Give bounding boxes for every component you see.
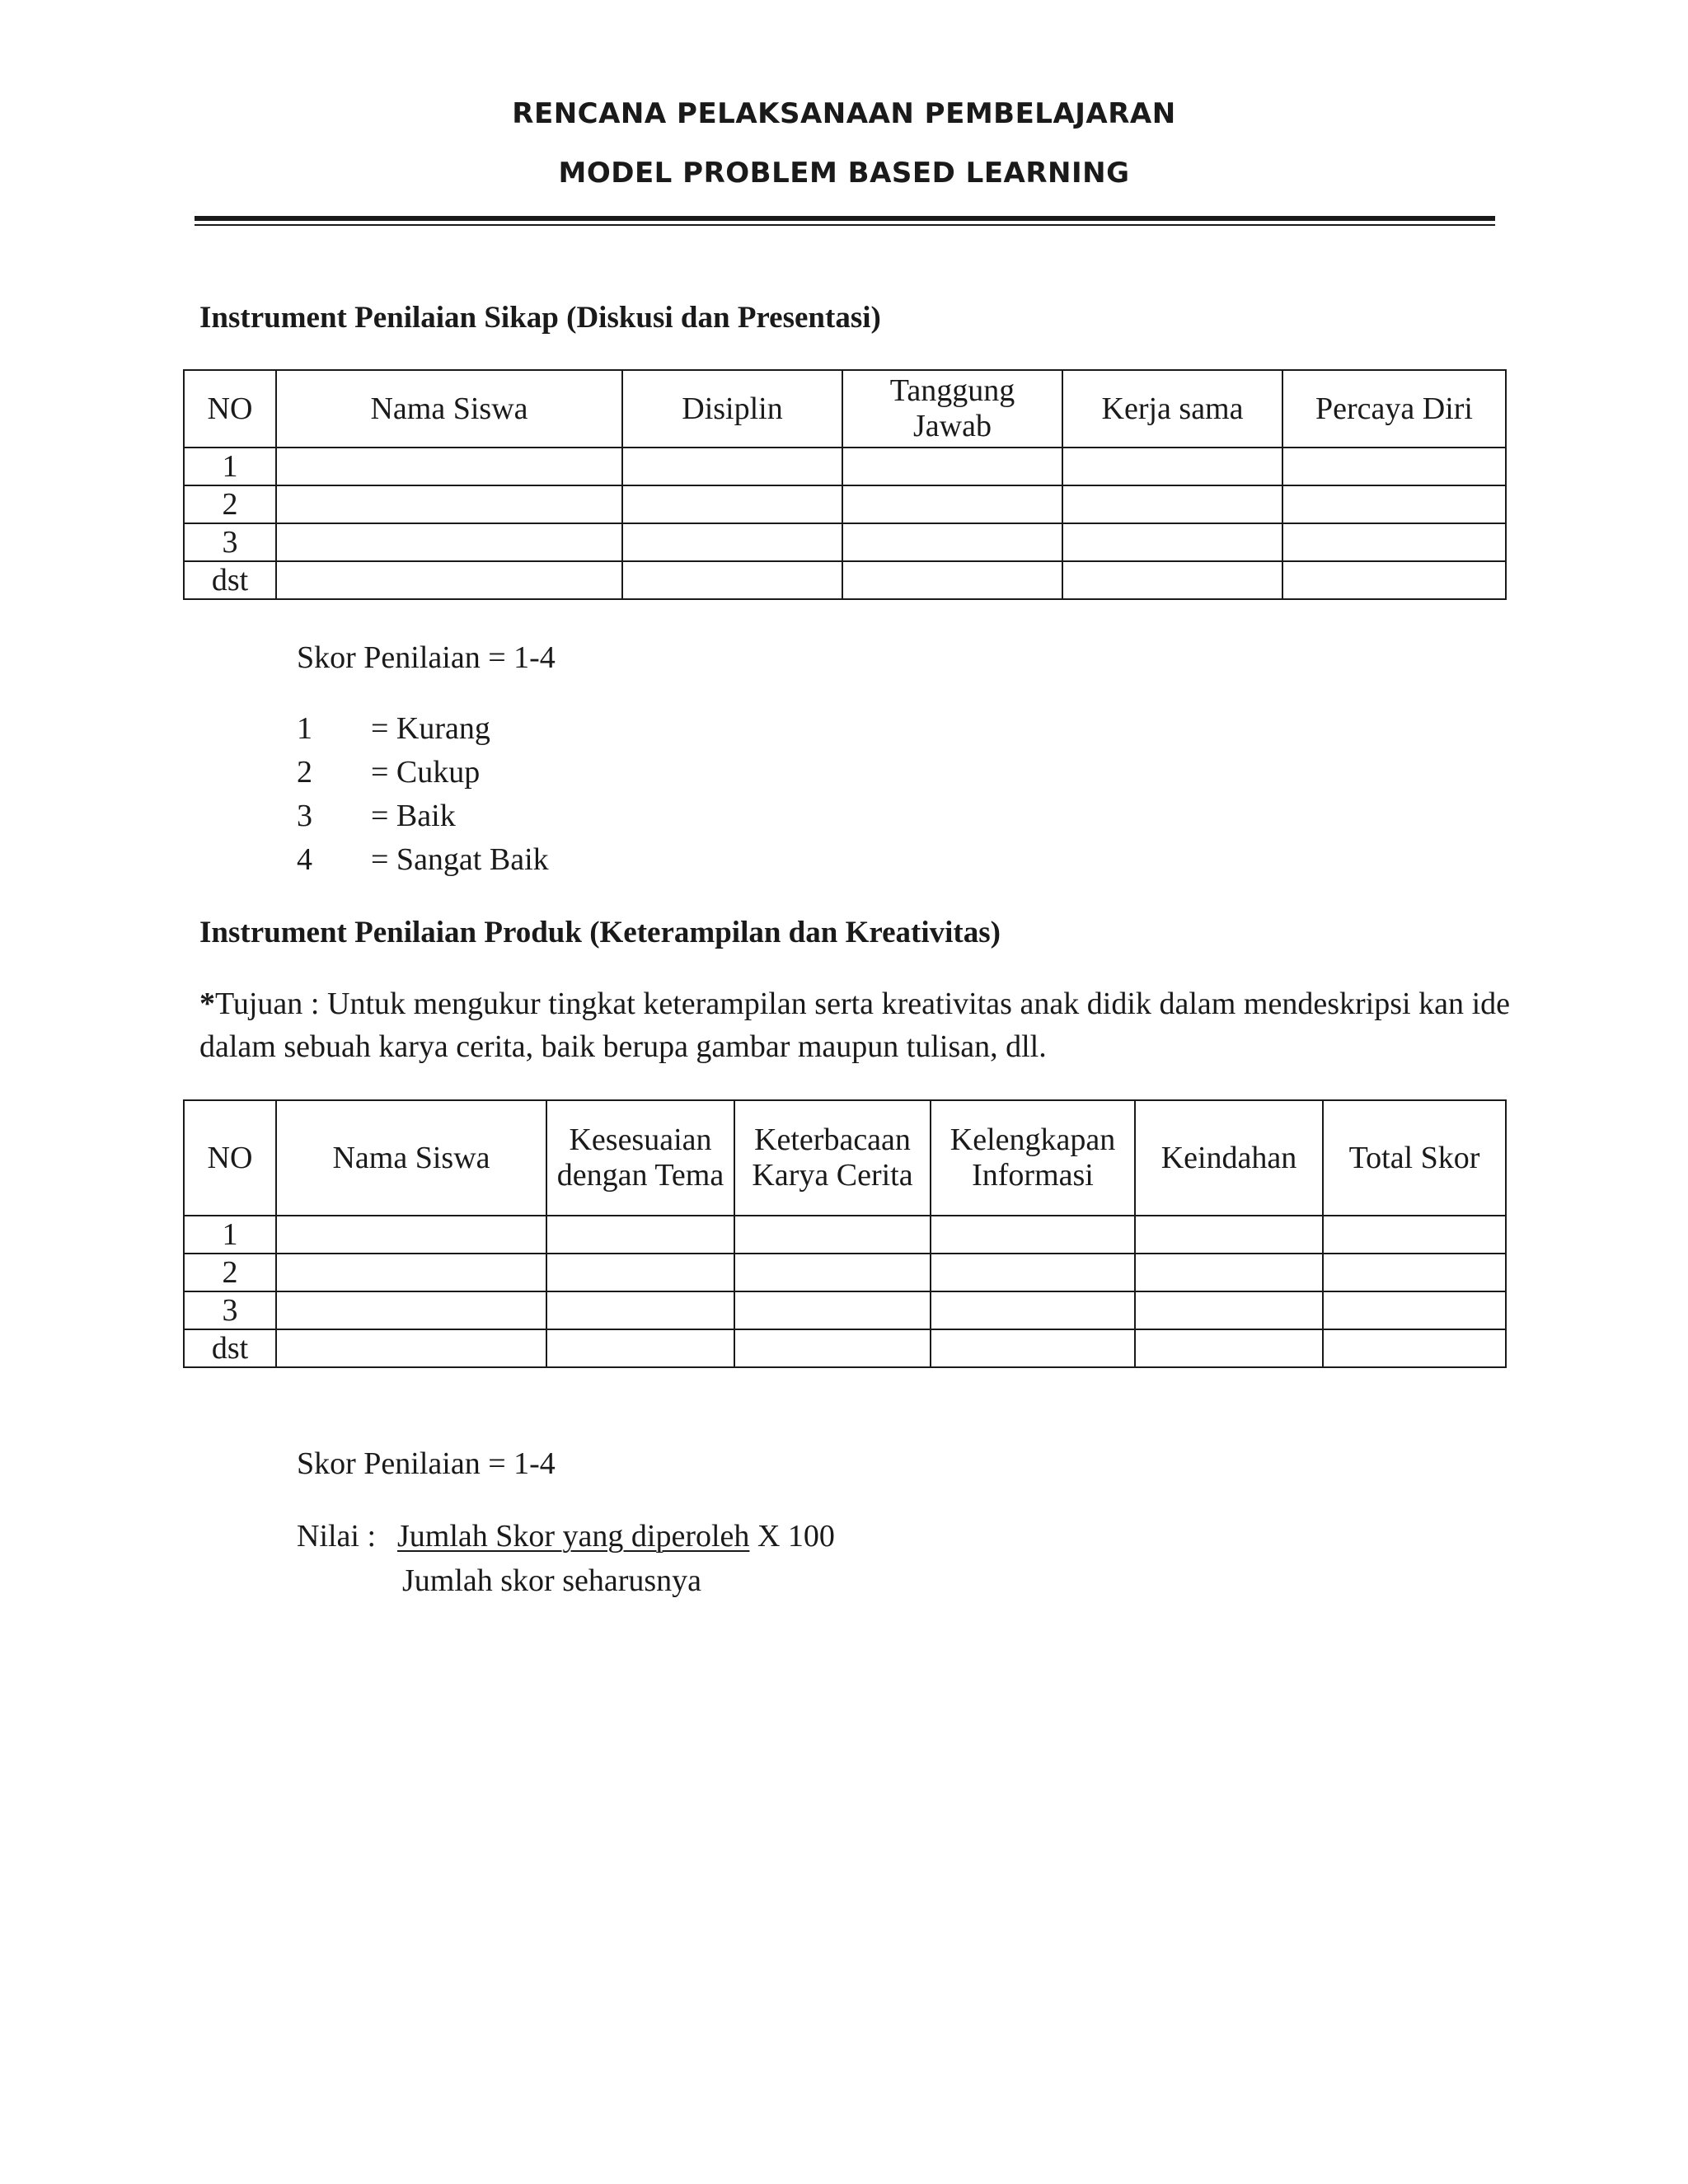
table-cell[interactable] [1282,523,1506,561]
row-number-cell: dst [184,561,276,599]
table-row [184,561,1506,599]
scale-label: = Baik [371,799,456,833]
intro-star: * [199,987,215,1021]
table-cell[interactable] [546,1216,734,1254]
nilai-multiplier: X 100 [757,1519,835,1554]
row-number-cell: 3 [184,1291,276,1329]
header-rule-thick [195,216,1495,221]
nilai-numerator: Jumlah Skor yang diperoleh [397,1519,750,1554]
section-heading-produk: Instrument Penilaian Produk (Keterampilan dan Kreativitas) [199,916,1001,949]
table-cell[interactable] [276,485,622,523]
table-cell[interactable] [276,1329,546,1367]
table-cell[interactable] [734,1291,931,1329]
table-cell[interactable] [1062,485,1282,523]
table-row [184,1216,1506,1254]
scale-label: = Sangat Baik [371,842,549,877]
column-header-kerja-sama: Kerja sama [1062,370,1282,448]
row-number-cell: 1 [184,448,276,485]
intro-text: Tujuan : Untuk mengukur tingkat keterampilan serta kreativitas anak didik dalam mendeskripsi kan ide dalam sebuah karya cerita, baik berupa gambar maupun tulisan, dll. [199,987,1510,1064]
table-cell[interactable] [1323,1329,1506,1367]
scale-label: = Kurang [371,711,490,746]
column-header-tanggung-jawab: Tanggung Jawab [842,370,1062,448]
nilai-denominator: Jumlah skor seharusnya [402,1563,702,1598]
table-cell[interactable] [622,561,842,599]
table-cell[interactable] [1323,1291,1506,1329]
column-header-nama-siswa: Nama Siswa [276,1100,546,1216]
column-header-total-skor: Total Skor [1323,1100,1506,1216]
table-cell[interactable] [1282,485,1506,523]
nilai-formula [397,1518,835,1554]
column-header-disiplin: Disiplin [622,370,842,448]
header-rule-thin [195,224,1495,226]
sikap-assessment-table [183,369,1507,600]
table-cell[interactable] [931,1216,1135,1254]
column-header-no: NO [184,370,276,448]
table-cell[interactable] [1135,1216,1323,1254]
table-cell[interactable] [842,561,1062,599]
table-cell[interactable] [546,1254,734,1291]
row-number-cell: 1 [184,1216,276,1254]
table-cell[interactable] [842,523,1062,561]
table-cell[interactable] [622,523,842,561]
table-cell[interactable] [842,448,1062,485]
nilai-label: Nilai : [297,1519,377,1554]
table-cell[interactable] [1282,561,1506,599]
document-title: RENCANA PELAKSANAAN PEMBELAJARAN [512,97,1176,130]
table-cell[interactable] [842,485,1062,523]
table-cell[interactable] [1135,1254,1323,1291]
table-cell[interactable] [931,1254,1135,1291]
table-header-row [184,1100,1506,1216]
document-subtitle: MODEL PROBLEM BASED LEARNING [558,157,1130,190]
table-header-row [184,370,1506,448]
table-row [184,1254,1506,1291]
table-row [184,523,1506,561]
table-cell[interactable] [1062,448,1282,485]
section-heading-sikap: Instrument Penilaian Sikap (Diskusi dan Presentasi) [199,301,881,335]
table-cell[interactable] [1323,1254,1506,1291]
table-cell[interactable] [1062,561,1282,599]
table-cell[interactable] [276,448,622,485]
table-cell[interactable] [546,1291,734,1329]
table-cell[interactable] [1062,523,1282,561]
table-cell[interactable] [734,1329,931,1367]
column-header-kelengkapan: Kelengkapan Informasi [931,1100,1135,1216]
scale-number: 3 [297,799,312,833]
column-header-keterbacaan: Keterbacaan Karya Cerita [734,1100,931,1216]
table-cell[interactable] [276,1216,546,1254]
row-number-cell: 3 [184,523,276,561]
scale-number: 1 [297,711,312,746]
table-cell[interactable] [931,1329,1135,1367]
column-header-percaya-diri: Percaya Diri [1282,370,1506,448]
table-cell[interactable] [276,561,622,599]
score-range-produk: Skor Penilaian = 1-4 [297,1446,556,1481]
scale-label: = Cukup [371,755,481,790]
table-cell[interactable] [1323,1216,1506,1254]
table-cell[interactable] [1135,1329,1323,1367]
scale-number: 4 [297,842,312,877]
row-number-cell: 2 [184,1254,276,1291]
table-cell[interactable] [931,1291,1135,1329]
column-header-kesesuaian: Kesesuaian dengan Tema [546,1100,734,1216]
table-row [184,1291,1506,1329]
table-cell[interactable] [622,448,842,485]
column-header-keindahan: Keindahan [1135,1100,1323,1216]
table-cell[interactable] [1282,448,1506,485]
score-range-sikap: Skor Penilaian = 1-4 [297,640,556,675]
table-row [184,448,1506,485]
intro-paragraph [199,982,1510,1068]
table-cell[interactable] [622,485,842,523]
table-row [184,1329,1506,1367]
row-number-cell: 2 [184,485,276,523]
table-cell[interactable] [276,523,622,561]
table-cell[interactable] [734,1254,931,1291]
table-cell[interactable] [1135,1291,1323,1329]
row-number-cell: dst [184,1329,276,1367]
table-row [184,485,1506,523]
table-cell[interactable] [546,1329,734,1367]
column-header-nama-siswa: Nama Siswa [276,370,622,448]
scale-number: 2 [297,755,312,790]
table-cell[interactable] [276,1291,546,1329]
column-header-no: NO [184,1100,276,1216]
table-cell[interactable] [276,1254,546,1291]
table-cell[interactable] [734,1216,931,1254]
produk-assessment-table [183,1099,1507,1368]
